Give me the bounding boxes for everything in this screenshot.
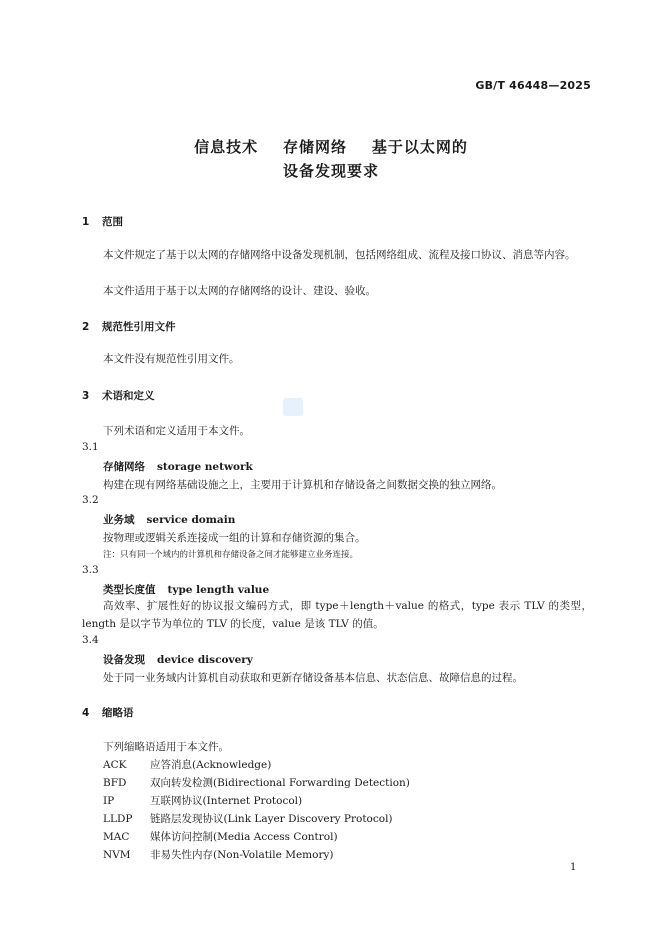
term-zh: 业务域 (103, 514, 135, 526)
abbreviation-desc: 链路层发现协议(Link Layer Discovery Protocol) (150, 813, 393, 825)
section-title: 术语和定义 (102, 390, 155, 402)
term-en: storage network (157, 461, 253, 473)
paragraph: 下列术语和定义适用于本文件。 (103, 425, 250, 437)
section-number: 3 (82, 390, 90, 402)
term-en: service domain (146, 514, 236, 526)
term-en: device discovery (157, 654, 253, 666)
term-definition: 构建在现有网络基础设施之上，主要用于计算机和存储设备之间数据交换的独立网络。 (103, 479, 502, 491)
section-heading-terms (82, 388, 155, 403)
abbreviation-code: IP (103, 795, 115, 807)
abbreviation-row (103, 847, 334, 862)
term-definition: 处于同一业务域内计算机自动获取和更新存储设备基本信息、状态信息、故障信息的过程。 (103, 672, 523, 684)
standard-number: GB/T 46448—2025 (475, 79, 591, 92)
term-zh: 设备发现 (103, 654, 145, 666)
paragraph: 本文件没有规范性引用文件。 (103, 353, 240, 365)
term-entry (103, 459, 253, 474)
abbreviation-row (103, 757, 271, 772)
watermark-icon (283, 398, 303, 416)
abbreviation-desc: 互联网协议(Internet Protocol) (150, 795, 303, 807)
section-title: 范围 (102, 216, 123, 228)
term-zh: 类型长度值 (103, 584, 156, 596)
abbreviation-code: LLDP (103, 813, 133, 825)
term-entry (103, 652, 253, 667)
term-en: type length value (167, 584, 270, 596)
abbreviation-desc: 应答消息(Acknowledge) (150, 759, 272, 771)
section-heading-abbreviations (82, 705, 134, 720)
document-title-line2: 设备发现要求 (282, 162, 379, 180)
abbreviation-code: BFD (103, 777, 127, 789)
term-number: 3.2 (82, 494, 99, 506)
term-entry (103, 582, 269, 597)
section-title: 缩略语 (102, 707, 134, 719)
abbreviation-code: ACK (103, 759, 127, 771)
abbreviation-code: MAC (103, 831, 130, 843)
section-heading-normative-references (82, 319, 176, 334)
term-zh: 存储网络 (103, 461, 145, 473)
paragraph: 下列缩略语适用于本文件。 (103, 741, 229, 753)
abbreviation-code: NVM (103, 849, 131, 861)
section-number: 1 (82, 216, 90, 228)
abbreviation-row (103, 829, 338, 844)
section-title: 规范性引用文件 (102, 321, 176, 333)
term-note: 注：只有同一个域内的计算机和存储设备之间才能够建立业务连接。 (103, 550, 359, 560)
abbreviation-desc: 双向转发检测(Bidirectional Forwarding Detection) (150, 777, 410, 789)
term-definition: 高效率、扩展性好的协议报文编码方式，即 type＋length＋value 的格式，type 表示 TLV 的类型，length 是以字节为单位的 TLV 的长度，value 是该 TLV 的值。 (82, 600, 592, 630)
abbreviation-row (103, 775, 410, 790)
abbreviation-row (103, 793, 302, 808)
term-entry (103, 512, 235, 527)
page-number: 1 (570, 862, 577, 873)
abbreviation-row (103, 811, 393, 826)
section-heading-scope (82, 214, 123, 229)
abbreviation-desc: 媒体访问控制(Media Access Control) (150, 831, 338, 843)
abbreviation-desc: 非易失性内存(Non-Volatile Memory) (150, 849, 334, 861)
term-number: 3.1 (82, 441, 99, 453)
term-number: 3.4 (82, 634, 99, 646)
document-title-line1: 信息技术 存储网络 基于以太网的 (194, 138, 468, 156)
paragraph: 本文件适用于基于以太网的存储网络的设计、建设、验收。 (103, 285, 376, 297)
term-number: 3.3 (82, 564, 99, 576)
section-number: 2 (82, 321, 90, 333)
term-definition: 按物理或逻辑关系连接成一组的计算和存储资源的集合。 (103, 532, 366, 544)
section-number: 4 (82, 707, 90, 719)
paragraph: 本文件规定了基于以太网的存储网络中设备发现机制，包括网络组成、流程及接口协议、消息等内容。 (103, 249, 576, 261)
